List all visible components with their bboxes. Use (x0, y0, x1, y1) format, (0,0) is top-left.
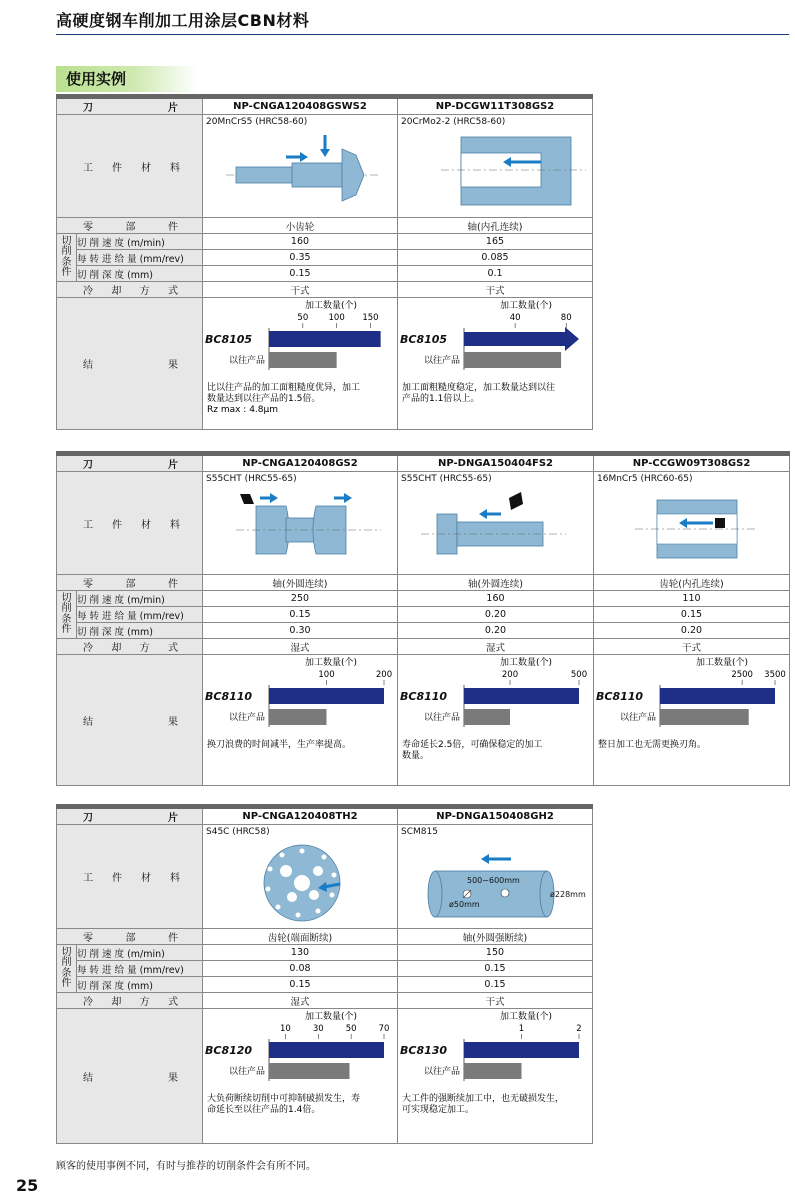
speed-value: 250 (203, 591, 398, 607)
case-table-3 (56, 804, 593, 1144)
result-note: 大工件的强断续加工中，也无破损发生， (402, 1094, 565, 1104)
feed-value: 0.15 (203, 607, 398, 623)
tick-label: 500 (570, 670, 588, 680)
conditions-side-label: 切 削 条 件 (57, 945, 77, 993)
speed-label: 切 削 速 度 (m/min) (77, 591, 203, 607)
tick-label: 200 (375, 670, 393, 680)
result-note: 产品的1.1倍以上。 (402, 394, 480, 404)
chart-title: 加工数量(个) (499, 1012, 553, 1022)
insert-name: NP-DNGA150404FS2 (398, 454, 594, 472)
part-label: 零 部 件 (57, 929, 203, 945)
section-tag: 使用实例 (56, 66, 198, 92)
bar-new-product (464, 327, 579, 351)
part-value: 轴(外圆连续) (203, 575, 398, 591)
depth-value: 0.30 (203, 623, 398, 639)
result-note: 换刀浪费的时间减半，生产率提高。 (207, 740, 352, 750)
brand-label: BC8105 (400, 333, 448, 346)
chart-title: 加工数量(个) (304, 301, 358, 311)
feed-label: 每 转 进 给 量 (mm/rev) (77, 250, 203, 266)
coolant-value: 湿式 (203, 993, 398, 1009)
chart-title: 加工数量(个) (499, 658, 553, 668)
bar-previous-product (269, 709, 327, 725)
part-label: 零 部 件 (57, 218, 203, 234)
result-note: 数量。 (402, 751, 430, 761)
brand-label: BC8105 (205, 333, 253, 346)
tick-label: 2500 (731, 670, 753, 680)
tick-label: 1 (518, 1024, 525, 1034)
workpiece-illustration (206, 484, 396, 566)
case-table-2 (56, 451, 790, 786)
workpiece-illustration (401, 484, 591, 566)
chart-title: 加工数量(个) (695, 658, 749, 668)
previous-label: 以往产品 (423, 356, 460, 366)
result-cell (594, 655, 790, 786)
result-chart (398, 1009, 592, 1140)
insert-label: 刀 片 (57, 454, 203, 472)
bar-new-product (660, 688, 775, 704)
insert-label: 刀 片 (57, 807, 203, 825)
previous-label: 以往产品 (228, 356, 265, 366)
bar-new-product (269, 331, 381, 347)
workpiece-label: 工 件 材 料 (57, 472, 203, 575)
tick-label: 2 (576, 1024, 582, 1034)
length-dim: 500~600mm (467, 876, 520, 885)
page-number: 25 (16, 1176, 39, 1195)
speed-value: 150 (398, 945, 593, 961)
bar-previous-product (269, 352, 337, 368)
result-cell (203, 1009, 398, 1144)
result-cell (398, 298, 593, 430)
coolant-label: 冷 却 方 式 (57, 993, 203, 1009)
insert-name: NP-CNGA120408TH2 (203, 807, 398, 825)
coolant-value: 湿式 (398, 639, 594, 655)
feed-value: 0.085 (398, 250, 593, 266)
depth-value: 0.15 (398, 977, 593, 993)
tick-label: 40 (509, 313, 521, 323)
title-rule (56, 34, 789, 35)
result-chart (398, 655, 592, 782)
coolant-value: 干式 (398, 282, 593, 298)
part-value: 轴(外圆强断续) (398, 929, 593, 945)
hole-dim: ø50mm (449, 900, 480, 909)
previous-label: 以往产品 (228, 1067, 265, 1077)
brand-label: BC8110 (205, 690, 253, 703)
material-text: 20MnCrS5 (HRC58-60) (206, 117, 308, 127)
workpiece-label: 工 件 材 料 (57, 115, 203, 218)
bar-new-product (464, 688, 579, 704)
speed-label: 切 削 速 度 (m/min) (77, 945, 203, 961)
part-value: 轴(内孔连续) (398, 218, 593, 234)
part-label: 零 部 件 (57, 575, 203, 591)
workpiece-label: 工 件 材 料 (57, 825, 203, 929)
brand-label: BC8110 (400, 690, 448, 703)
bar-previous-product (464, 1063, 522, 1079)
speed-value: 160 (398, 591, 594, 607)
bar-previous-product (269, 1063, 350, 1079)
tick-label: 150 (362, 313, 379, 323)
speed-value: 165 (398, 234, 593, 250)
result-chart (203, 655, 397, 782)
insert-label: 刀 片 (57, 97, 203, 115)
result-note: 可实现稳定加工。 (402, 1105, 475, 1115)
speed-value: 110 (594, 591, 790, 607)
tick-label: 3500 (764, 670, 786, 680)
previous-label: 以往产品 (423, 1067, 460, 1077)
insert-name: NP-DNGA150408GH2 (398, 807, 593, 825)
tick-label: 30 (312, 1024, 324, 1034)
result-cell (203, 655, 398, 786)
result-note: 整日加工也无需更换刃角。 (598, 740, 707, 750)
bar-new-product (269, 1042, 384, 1058)
workpiece-cell (398, 825, 593, 929)
result-chart (594, 655, 788, 782)
chart-title: 加工数量(个) (304, 658, 358, 668)
previous-label: 以往产品 (423, 713, 460, 723)
coolant-value: 湿式 (203, 639, 398, 655)
part-value: 小齿轮 (203, 218, 398, 234)
conditions-side-label: 切 削 条 件 (57, 591, 77, 639)
bar-previous-product (660, 709, 749, 725)
insert-name: NP-DCGW11T308GS2 (398, 97, 593, 115)
speed-label: 切 削 速 度 (m/min) (77, 234, 203, 250)
depth-value: 0.1 (398, 266, 593, 282)
result-label: 结 果 (57, 655, 203, 786)
tick-label: 200 (501, 670, 519, 680)
result-chart (203, 1009, 397, 1140)
tick-label: 50 (345, 1024, 357, 1034)
feed-value: 0.08 (203, 961, 398, 977)
tick-label: 50 (297, 313, 309, 323)
insert-name: NP-CNGA120408GSWS2 (203, 97, 398, 115)
speed-value: 160 (203, 234, 398, 250)
depth-value: 0.15 (203, 977, 398, 993)
result-cell (398, 1009, 593, 1144)
workpiece-illustration (597, 484, 787, 566)
brand-label: BC8120 (205, 1044, 253, 1057)
workpiece-illustration (206, 127, 396, 207)
case-table-1 (56, 94, 593, 430)
chart-title: 加工数量(个) (499, 301, 553, 311)
speed-value: 130 (203, 945, 398, 961)
bar-previous-product (464, 352, 561, 368)
part-value: 齿轮(内孔连续) (594, 575, 790, 591)
workpiece-cell (398, 472, 594, 575)
result-note: 命延长至以往产品的1.4倍。 (207, 1105, 321, 1115)
bar-new-product (464, 1042, 579, 1058)
result-note: 数量达到以往产品的1.5倍。 (207, 394, 321, 404)
material-text: S55CHT (HRC55-65) (206, 474, 297, 484)
depth-label: 切 削 深 度 (mm) (77, 977, 203, 993)
material-text: 20CrMo2-2 (HRC58-60) (401, 117, 506, 127)
workpiece-illustration (206, 837, 396, 923)
brand-label: BC8130 (400, 1044, 448, 1057)
depth-label: 切 削 深 度 (mm) (77, 266, 203, 282)
coolant-value: 干式 (398, 993, 593, 1009)
material-text: SCM815 (401, 827, 438, 837)
bar-new-product (269, 688, 384, 704)
workpiece-cell (203, 825, 398, 929)
part-value: 轴(外圆连续) (398, 575, 594, 591)
result-cell (398, 655, 594, 786)
coolant-value: 干式 (203, 282, 398, 298)
part-value: 齿轮(端面断续) (203, 929, 398, 945)
depth-value: 0.20 (594, 623, 790, 639)
depth-label: 切 削 深 度 (mm) (77, 623, 203, 639)
feed-value: 0.15 (398, 961, 593, 977)
previous-label: 以往产品 (228, 713, 265, 723)
previous-label: 以往产品 (619, 713, 656, 723)
result-chart (398, 298, 592, 426)
insert-name: NP-CNGA120408GS2 (203, 454, 398, 472)
page-title: 高硬度钢车削加工用涂层CBN材料 (56, 11, 310, 30)
material-text: 16MnCr5 (HRC60-65) (597, 474, 693, 484)
coolant-label: 冷 却 方 式 (57, 282, 203, 298)
diameter-dim: ø228mm (550, 890, 586, 899)
feed-value: 0.15 (594, 607, 790, 623)
result-note: Rz max : 4.8μm (207, 405, 279, 415)
result-note: 比以往产品的加工面粗糙度优异，加工 (207, 383, 361, 393)
tick-label: 80 (560, 313, 572, 323)
result-chart (203, 298, 397, 426)
result-cell (203, 298, 398, 430)
tick-label: 10 (280, 1024, 291, 1034)
workpiece-cell (398, 115, 593, 218)
workpiece-illustration (401, 127, 591, 207)
workpiece-cell (203, 115, 398, 218)
depth-value: 0.15 (203, 266, 398, 282)
tick-label: 100 (318, 670, 335, 680)
insert-name: NP-CCGW09T308GS2 (594, 454, 790, 472)
brand-label: BC8110 (596, 690, 644, 703)
feed-label: 每 转 进 给 量 (mm/rev) (77, 961, 203, 977)
result-label: 结 果 (57, 298, 203, 430)
material-text: S55CHT (HRC55-65) (401, 474, 492, 484)
workpiece-cell (203, 472, 398, 575)
result-label: 结 果 (57, 1009, 203, 1144)
workpiece-illustration (401, 837, 591, 923)
tick-label: 70 (378, 1024, 390, 1034)
feed-value: 0.35 (203, 250, 398, 266)
material-text: S45C (HRC58) (206, 827, 270, 837)
feed-label: 每 转 进 给 量 (mm/rev) (77, 607, 203, 623)
tick-label: 100 (328, 313, 345, 323)
conditions-side-label: 切 削 条 件 (57, 234, 77, 282)
coolant-label: 冷 却 方 式 (57, 639, 203, 655)
result-note: 加工面粗糙度稳定，加工数量达到以往 (402, 383, 556, 393)
depth-value: 0.20 (398, 623, 594, 639)
coolant-value: 干式 (594, 639, 790, 655)
workpiece-cell (594, 472, 790, 575)
footnote: 顾客的使用事例不同，有时与推荐的切削条件会有所不同。 (56, 1161, 316, 1172)
result-note: 大负荷断续切削中可抑制破损发生，寿 (207, 1094, 361, 1104)
feed-value: 0.20 (398, 607, 594, 623)
chart-title: 加工数量(个) (304, 1012, 358, 1022)
bar-previous-product (464, 709, 510, 725)
result-note: 寿命延长2.5倍，可确保稳定的加工 (402, 740, 543, 750)
